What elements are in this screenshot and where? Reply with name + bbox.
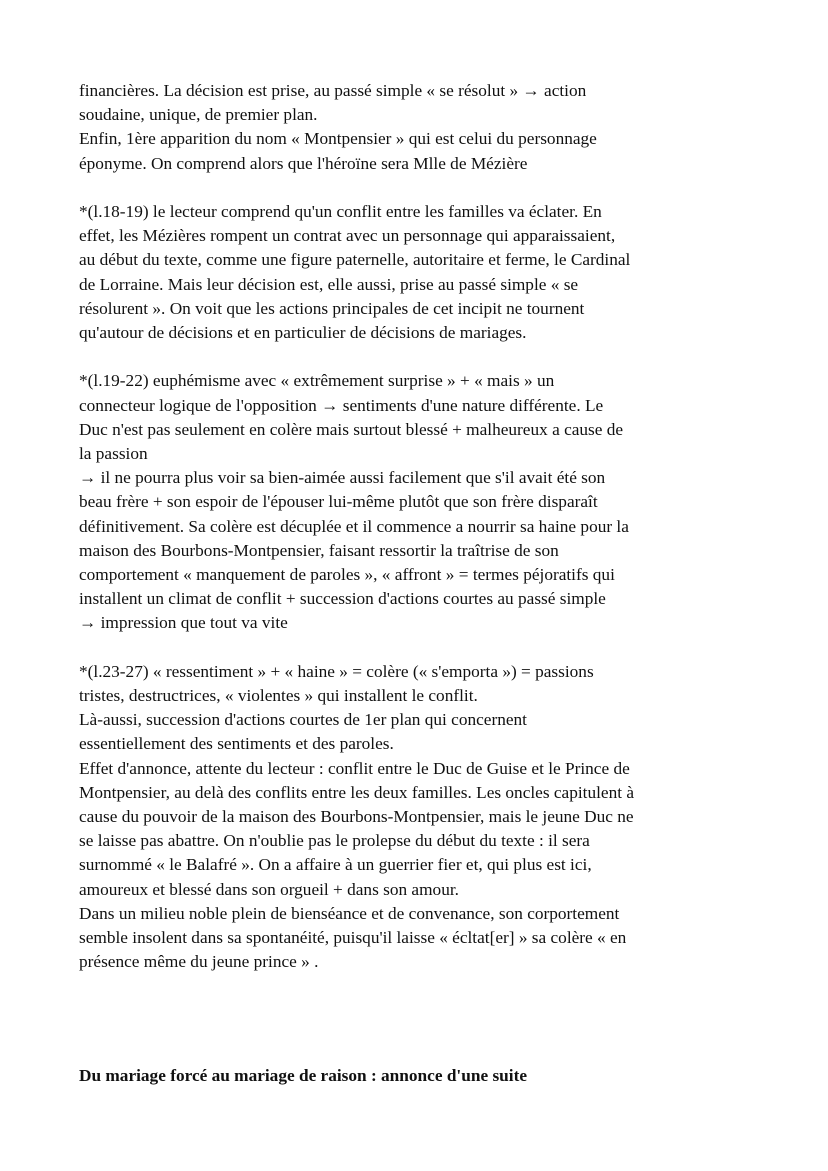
text-line: comportement « manquement de paroles », « affront » = termes péjoratifs qui [79,565,615,585]
text-line: Dans un milieu noble plein de bienséance et de convenance, son corportement [79,903,620,923]
text-line: de Lorraine. Mais leur décision est, elle aussi, prise au passé simple « se [79,274,579,294]
paragraph [79,369,759,635]
text-line: effet, les Mézières rompent un contrat avec un personnage qui apparaissaient, [79,226,616,246]
text-line: connecteur logique de l'opposition → sentiments d'une nature différente. Le [79,395,604,415]
text-line: installent un climat de conflit + succession d'actions courtes au passé simple [79,589,606,609]
paragraph-spacer [79,636,759,660]
text-line: *(l.23-27) « ressentiment » + « haine » = colère (« s'emporta ») = passions [79,661,594,681]
text-line: Montpensier, au delà des conflits entre les deux familles. Les oncles capitulent à [79,782,635,802]
paragraph-spacer [79,345,759,369]
text-line: se laisse pas abattre. On n'oublie pas le prolepse du début du texte : il sera [79,831,590,851]
text-line: tristes, destructrices, « violentes » qui installent le conflit. [79,686,478,706]
text-line: semble insolent dans sa spontanéité, puisqu'il laisse « écltat[er] » sa colère « en [79,928,627,948]
text-line: Duc n'est pas seulement en colère mais surtout blessé + malheureux a cause de [79,419,624,439]
paragraph [79,660,759,975]
text-line: financières. La décision est prise, au passé simple « se résolut » → action [79,81,587,100]
text-line: → il ne pourra plus voir sa bien-aimée aussi facilement que s'il avait été son [79,468,606,488]
section-heading: Du mariage forcé au mariage de raison : annonce d'une suite [79,1066,528,1085]
text-line: éponyme. On comprend alors que l'héroïne sera Mlle de Mézière [79,153,528,173]
text-line: Effet d'annonce, attente du lecteur : conflit entre le Duc de Guise et le Prince de [79,758,630,778]
text-line: Là-aussi, succession d'actions courtes de 1er plan qui concernent [79,710,527,730]
text-line: présence même du jeune prince » . [79,952,319,972]
paragraph-spacer [79,176,759,200]
text-line: *(l.19-22) euphémisme avec « extrêmement surprise » + « mais » un [79,371,555,391]
paragraph [79,79,759,176]
document-body [79,79,759,974]
text-line: essentiellement des sentiments et des paroles. [79,734,394,754]
paragraph [79,200,759,345]
text-line: résolurent ». On voit que les actions principales de cet incipit ne tournent [79,298,585,318]
text-line: → impression que tout va vite [79,613,288,633]
text-line: au début du texte, comme une figure paternelle, autoritaire et ferme, le Cardinal [79,250,631,270]
text-line: beau frère + son espoir de l'épouser lui-même plutôt que son frère disparaît [79,492,598,512]
text-line: amoureux et blessé dans son orgueil + dans son amour. [79,879,459,899]
text-line: la passion [79,444,148,464]
text-line: *(l.18-19) le lecteur comprend qu'un conflit entre les familles va éclater. En [79,202,602,221]
text-line: maison des Bourbons-Montpensier, faisant ressortir la traîtrise de son [79,540,559,560]
text-line: Enfin, 1ère apparition du nom « Montpensier » qui est celui du personnage [79,129,597,149]
text-line: définitivement. Sa colère est décuplée et il commence a nourrir sa haine pour la [79,516,629,536]
text-line: surnommé « le Balafré ». On a affaire à un guerrier fier et, qui plus est ici, [79,855,592,875]
text-line: soudaine, unique, de premier plan. [79,105,318,125]
text-line: qu'autour de décisions et en particulier de décisions de mariages. [79,323,527,343]
text-line: cause du pouvoir de la maison des Bourbons-Montpensier, mais le jeune Duc ne [79,807,634,827]
